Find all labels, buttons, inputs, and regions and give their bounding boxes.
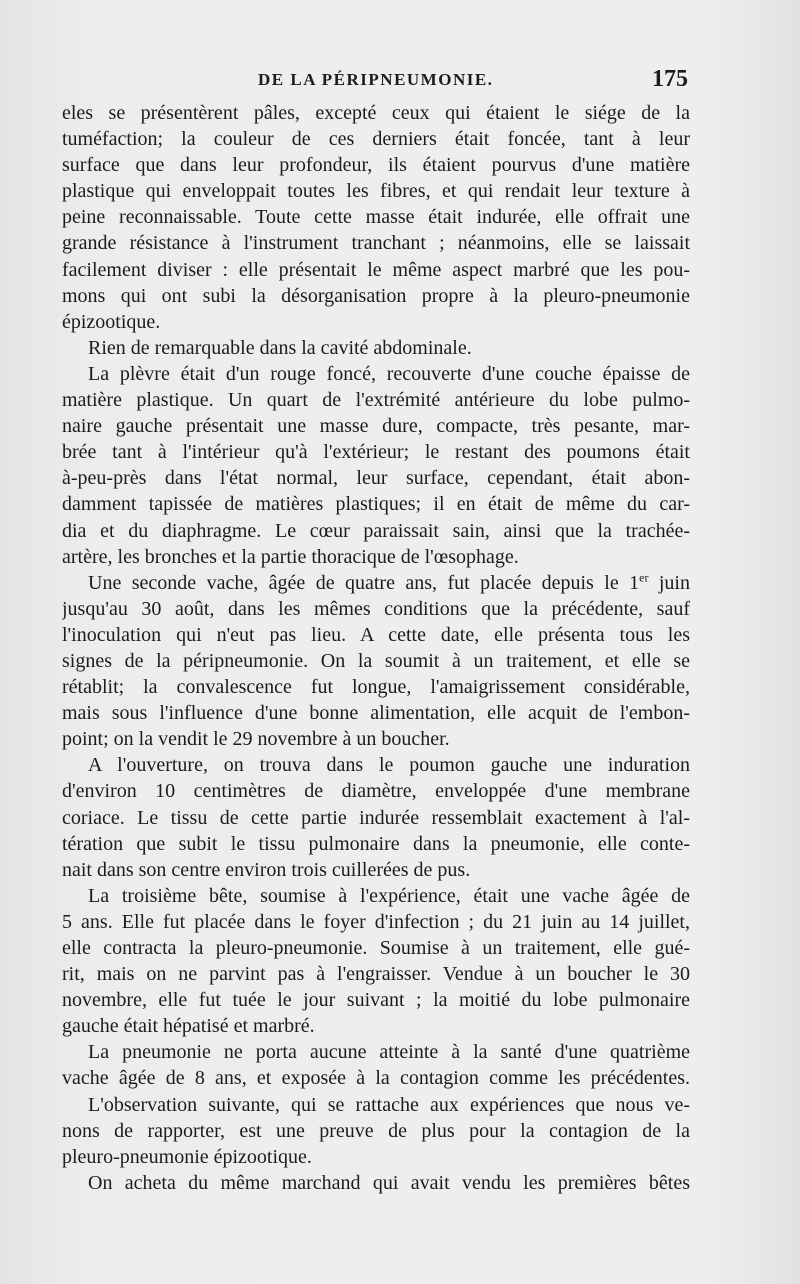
text-line: naire gauche présentait une masse dure, compacte, très pesante, mar- (62, 415, 690, 438)
text-line: signes de la péripneumonie. On la soumit à un traitement, et elle se (62, 649, 690, 672)
text-line: La troisième bête, soumise à l'expérience, était une vache âgée de (88, 884, 690, 907)
text-line: On acheta du même marchand qui avait vendu les premières bêtes (88, 1171, 690, 1194)
text-line: tuméfaction; la couleur de ces derniers était foncée, tant à leur (62, 128, 690, 151)
text-line: plastique qui enveloppait toutes les fibres, et qui rendait leur texture à (62, 180, 690, 203)
text-line: pleuro-pneumonie épizootique. (62, 1145, 312, 1168)
text-line: Rien de remarquable dans la cavité abdominale. (88, 336, 472, 359)
page-number: 175 (652, 66, 688, 92)
text-line: jusqu'au 30 août, dans les mêmes conditions que la précédente, sauf (62, 597, 690, 620)
text-line: elle contracta la pleuro-pneumonie. Soumise à un traitement, elle gué- (62, 937, 690, 959)
text-line: l'inoculation qui n'eut pas lieu. A cette date, elle présenta tous les (62, 623, 690, 646)
text-line: novembre, elle fut tuée le jour suivant ; la moitié du lobe pulmonaire (62, 989, 690, 1012)
text-line: à-peu-près dans l'état normal, leur surface, cependant, était abon- (62, 467, 690, 490)
text-line: A l'ouverture, on trouva dans le poumon gauche une induration (88, 754, 690, 777)
text-line: vache âgée de 8 ans, et exposée à la contagion comme les précédentes. (62, 1067, 690, 1090)
running-title: DE LA PÉRIPNEUMONIE. (258, 70, 494, 89)
page-header (258, 66, 688, 96)
text-line: La pneumonie ne porta aucune atteinte à la santé d'une quatrième (88, 1041, 690, 1064)
text-line: coriace. Le tissu de cette partie indurée ressemblait exactement à l'al- (62, 806, 690, 829)
text-line: point; on la vendit le 29 novembre à un boucher. (62, 728, 450, 751)
text-line: mais sous l'influence d'une bonne alimentation, elle acquit de l'embon- (62, 702, 690, 725)
text-segment: juin (648, 571, 690, 594)
text-segment: Une seconde vache, âgée de quatre ans, fut placée depuis le 1 (88, 571, 640, 594)
text-line: 5 ans. Elle fut placée dans le foyer d'infection ; du 21 juin au 14 juillet, (62, 910, 690, 933)
body-text (62, 100, 690, 1196)
text-line: nait dans son centre environ trois cuillerées de pus. (62, 858, 471, 881)
text-line: brée tant à l'intérieur qu'à l'extérieur; le restant des poumons était (62, 441, 690, 464)
text-line: mons qui ont subi la désorganisation propre à la pleuro-pneumonie (62, 284, 690, 307)
text-line: eles se présentèrent pâles, excepté ceux qui étaient le siége de la (62, 102, 690, 124)
text-line: surface que dans leur profondeur, ils étaient pourvus d'une matière (62, 154, 690, 177)
text-line: facilement diviser : elle présentait le même aspect marbré que les pou- (62, 258, 690, 281)
text-line: peine reconnaissable. Toute cette masse était indurée, elle offrait une (62, 206, 690, 229)
text-line: tération que subit le tissu pulmonaire dans la pneumonie, elle conte- (62, 832, 690, 855)
text-line: L'observation suivante, qui se rattache aux expériences que nous ve- (88, 1093, 690, 1116)
text-line: épizootique. (62, 310, 161, 333)
text-line: grande résistance à l'instrument tranchant ; néanmoins, elle se laissait (62, 232, 690, 255)
text-line: matière plastique. Un quart de l'extrémité antérieure du lobe pulmo- (62, 389, 690, 412)
text-line: nons de rapporter, est une preuve de plus pour la contagion de la (62, 1119, 690, 1142)
text-line: dia et du diaphragme. Le cœur paraissait sain, ainsi que la trachée- (62, 519, 690, 542)
text-line: gauche était hépatisé et marbré. (62, 1015, 315, 1038)
text-line: d'environ 10 centimètres de diamètre, enveloppée d'une membrane (62, 780, 690, 803)
text-line: rit, mais on ne parvint pas à l'engraisser. Vendue à un boucher le 30 (62, 963, 690, 986)
text-line: artère, les bronches et la partie thoracique de l'œsophage. (62, 545, 519, 568)
text-line: La plèvre était d'un rouge foncé, recouverte d'une couche épaisse de (88, 362, 690, 385)
superscript: er (639, 570, 649, 585)
text-line: rétablit; la convalescence fut longue, l'amaigrissement considérable, (62, 676, 690, 699)
text-line-with-superscript (62, 570, 690, 596)
text-line: damment tapissée de matières plastiques; il en était de même du car- (62, 493, 690, 516)
